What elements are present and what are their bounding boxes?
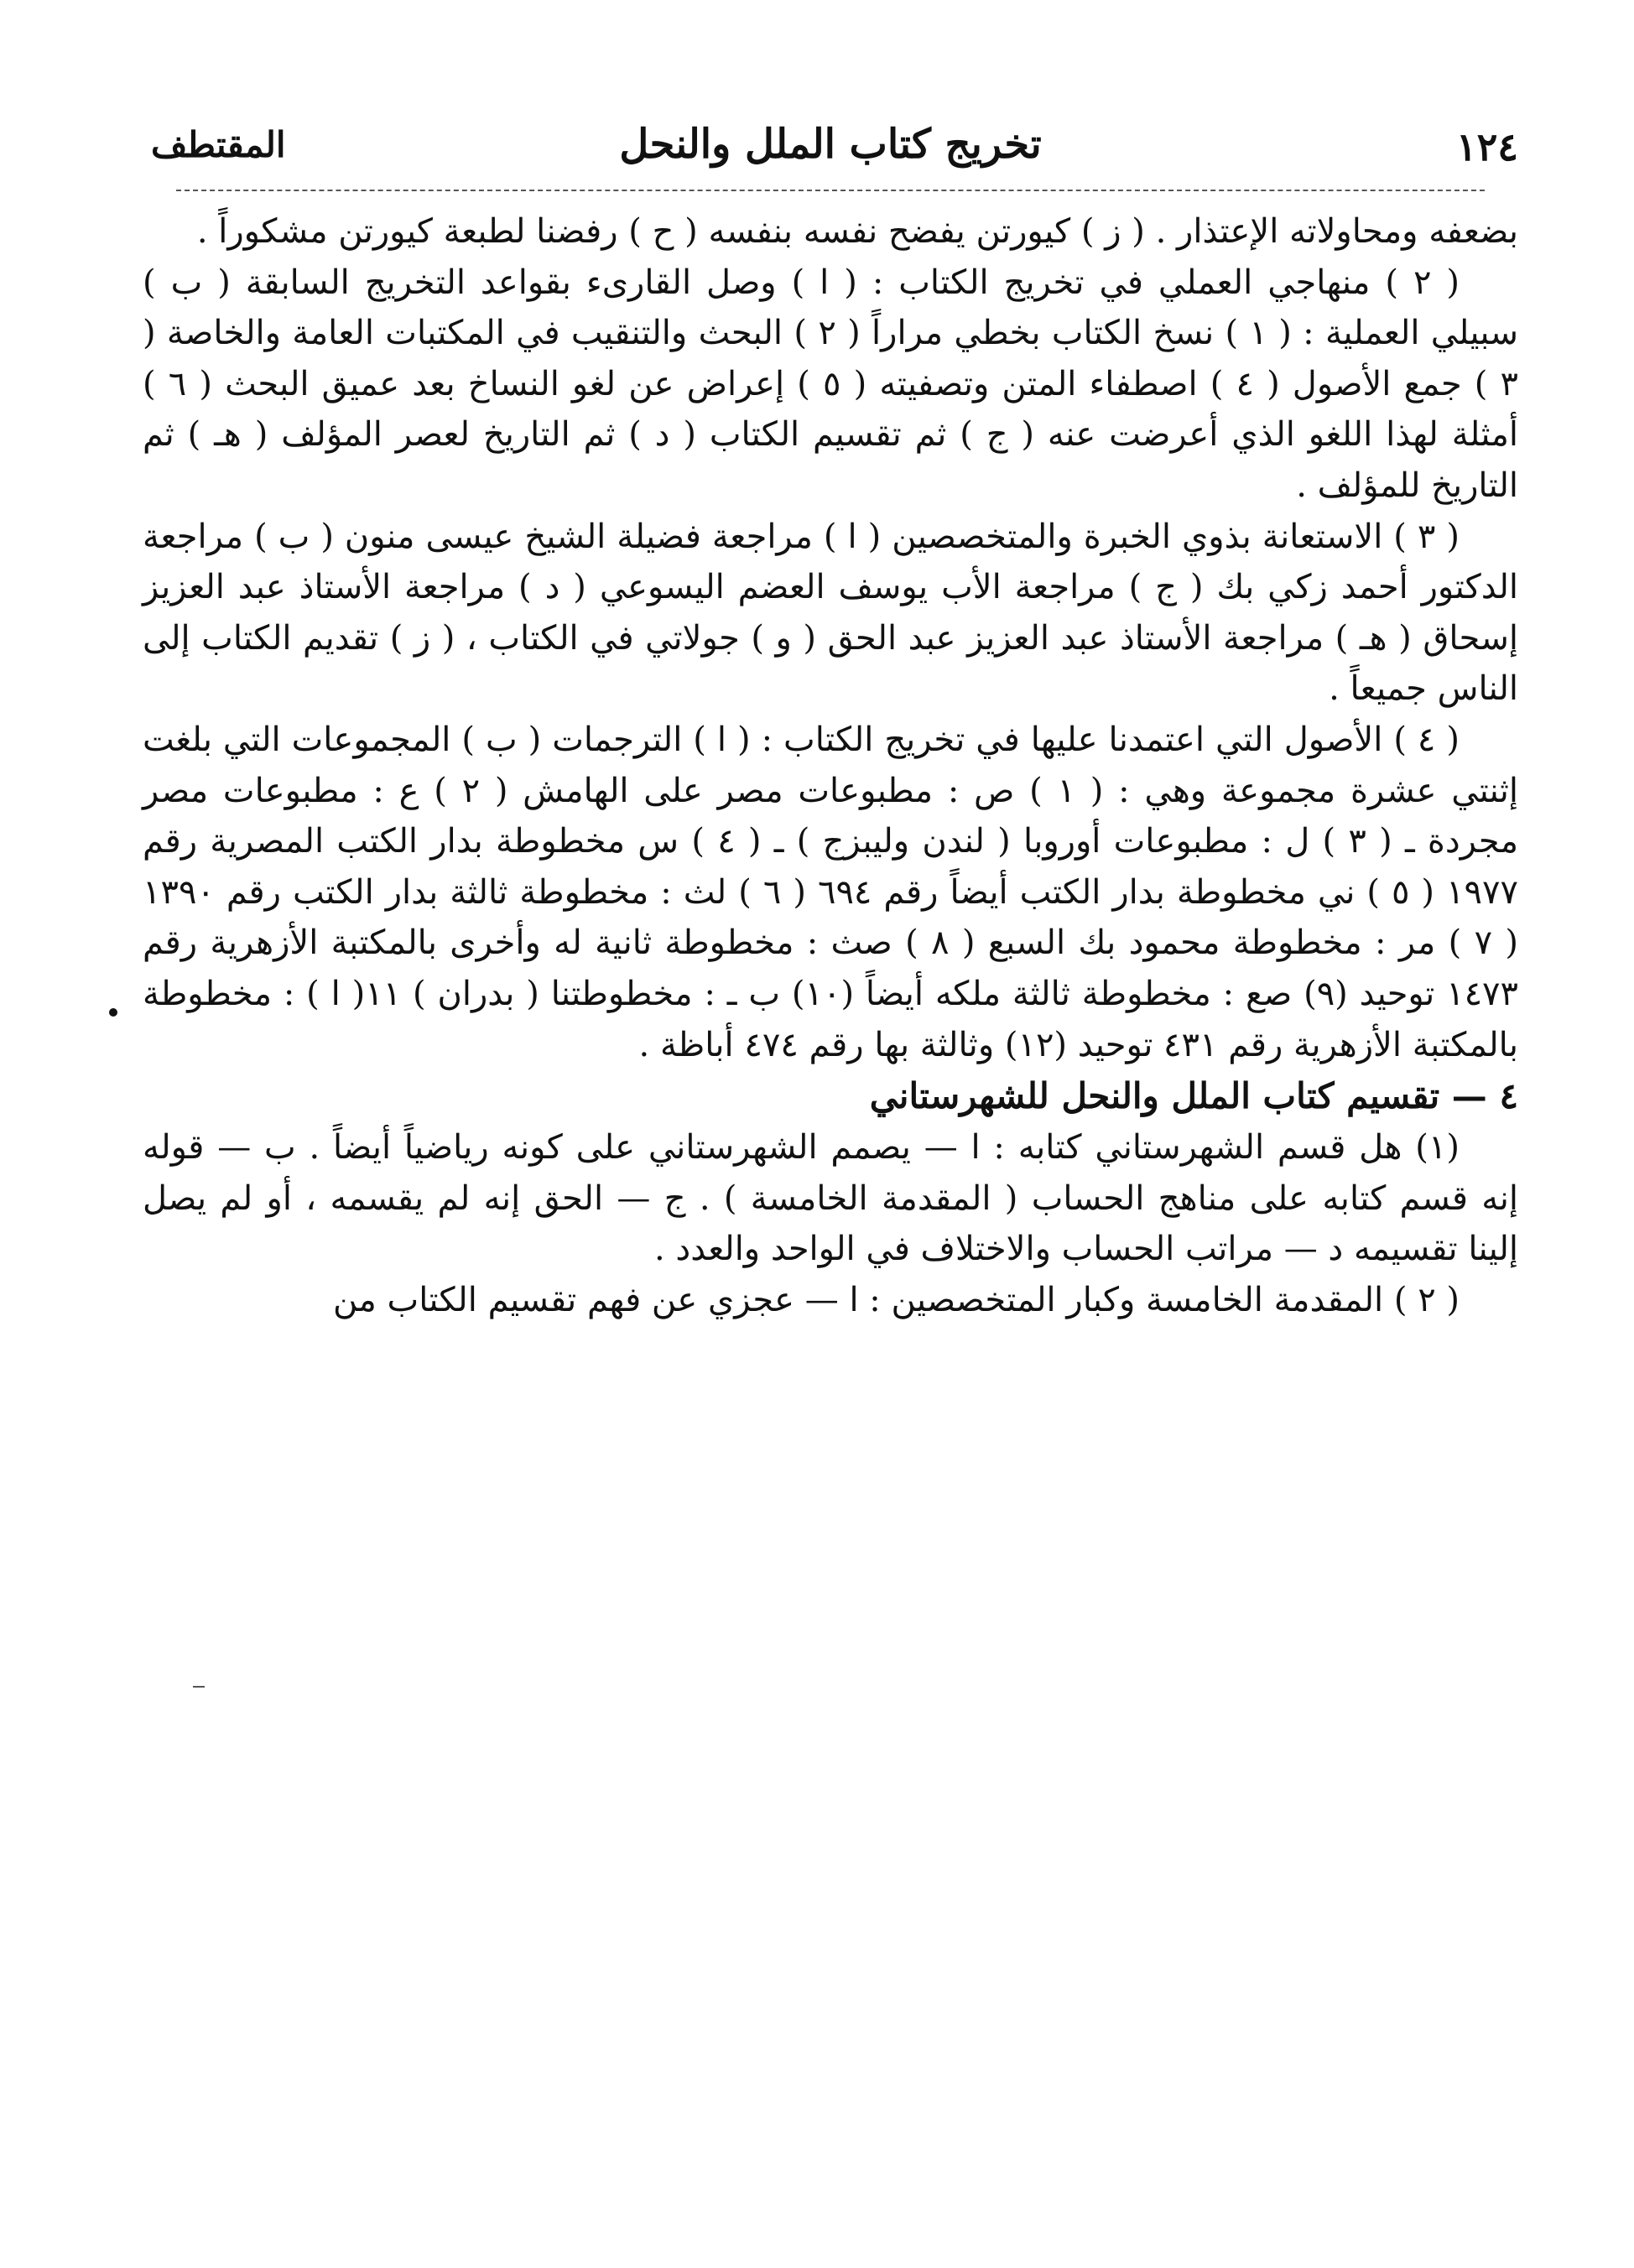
page-number: ١٢٤ [1455, 124, 1518, 169]
page [143, 109, 1518, 2223]
paragraph-continuation: بضعفه ومحاولاته الإعتذار . ( ز ) كيورتن يفضح نفسه بنفسه ( ح ) رفضنا لطبعة كيورتن مشكوراً . [196, 212, 1518, 251]
body-text [143, 206, 1518, 1325]
paragraph-sources: ( ٤ ) الأصول التي اعتمدنا عليها في تخريج الكتاب : ( ا ) الترجمات ( ب ) المجموعات التي بلغت إثنتي عشرة مجموعة وهي : ( ١ ) ص : مطبوعات مصر على الهامش ( ٢ ) ع : مطبوعات مصر مجردة ـ ( ٣ ) ل : مطبوعات أوروبا ( لندن وليبزج ) ـ ( ٤ ) س مخطوطة بدار الكتب المصرية رقم ١٩٧٧ ( ٥ ) ني مخطوطة بدار الكتب أيضاً رقم ٦٩٤ ( ٦ ) لث : مخطوطة ثالثة بدار الكتب رقم ١٣٩٠ ( ٧ ) مر : مخطوطة محمود بك السبع ( ٨ ) صث : مخطوطة ثانية له وأخرى بالمكتبة الأزهرية رقم ١٤٧٣ توحيد (٩) صع : مخطوطة ثالثة ملكه أيضاً (١٠) ب ـ : مخطوطتنا ( بدران ) ١١( ا ) : مخطوطة بالمكتبة الأزهرية رقم ٤٣١ توحيد (١٢) وثالثة بها رقم ٤٧٤ أباظة . [143, 720, 1519, 1064]
paragraph-specialists: ( ٣ ) الاستعانة بذوي الخبرة والمتخصصين ( ا ) مراجعة فضيلة الشيخ عيسى منون ( ب ) مراجعة الدكتور أحمد زكي بك ( ج ) مراجعة الأب يوسف العضم اليسوعي ( د ) مراجعة الأستاذ عبد العزيز إسحاق ( هـ ) مراجعة الأستاذ عبد العزيز عبد الحق ( و ) جولاتي في الكتاب ، ( ز ) تقديم الكتاب إلى الناس جميعاً . [143, 517, 1518, 709]
section-heading: ٤ — تقسيم كتاب الملل والنحل للشهرستاني [869, 1075, 1518, 1117]
header-divider [176, 190, 1485, 191]
paragraph-methodology: ( ٢ ) منهاجي العملي في تخريج الكتاب : ( ا ) وصل القارىء بقواعد التخريج السابقة ( ب ) سبيلي العملية : ( ١ ) نسخ الكتاب بخطي مراراً ( ٢ ) البحث والتنقيب في المكتبات العامة والخاصة ( ٣ ) جمع الأصول ( ٤ ) اصطفاء المتن وتصفيته ( ٥ ) إعراض عن لغو النساخ بعد عميق البحث ( ٦ ) أمثلة لهذا اللغو الذي أعرضت عنه ( ج ) ثم تقسيم الكتاب ( د ) ثم التاريخ لعصر المؤلف ( هـ ) ثم التاريخ للمؤلف . [143, 263, 1519, 505]
paragraph-division: (١) هل قسم الشهرستاني كتابه : ا — يصمم الشهرستاني على كونه رياضياً أيضاً . ب — قوله إنه قسم كتابه على مناهج الحساب ( المقدمة الخامسة ) . ج — الحق إنه لم يقسمه ، أو لم يصل إلينا تقسيمه د — مراتب الحساب والاختلاف في الواحد والعدد . [143, 1128, 1518, 1269]
journal-name: المقتطف [151, 124, 286, 165]
margin-dot [109, 1008, 117, 1017]
running-title: تخريج كتاب الملل والنحل [619, 121, 1042, 168]
stray-mark [193, 1686, 205, 1688]
paragraph-fifth-introduction: ( ٢ ) المقدمة الخامسة وكبار المتخصصين : ا — عجزي عن فهم تقسيم الكتاب من [332, 1280, 1460, 1319]
running-header [143, 109, 1518, 185]
